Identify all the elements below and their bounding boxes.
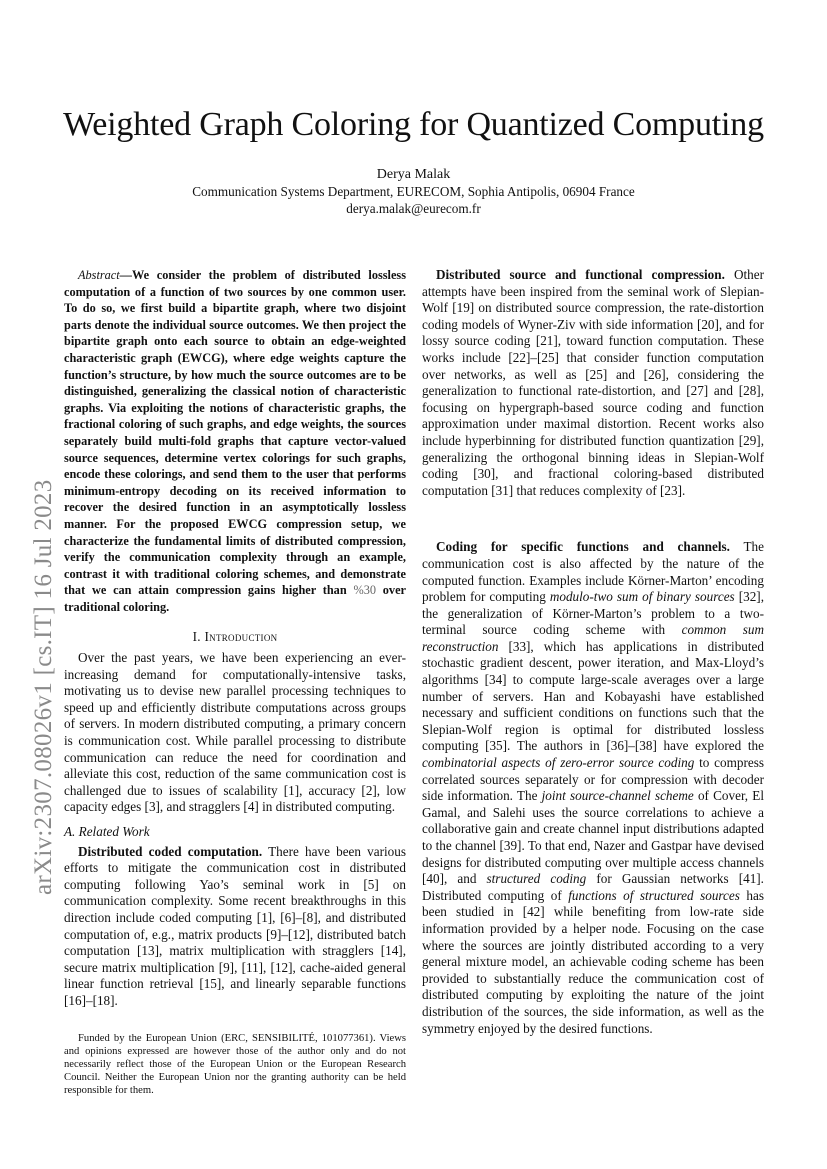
emphasis-text: joint source-channel scheme [541,788,694,804]
abstract [64,267,406,615]
paper-title: Weighted Graph Coloring for Quantized Computing [63,106,764,143]
emphasis-text: modulo-two sum of binary sources [549,589,735,605]
author-name: Derya Malak [376,167,451,182]
paragraph-gap [422,499,764,539]
author-affiliation: Communication Systems Department, EURECOM, Sophia Antipolis, 06904 France [192,184,635,199]
source-compression-paragraph [422,267,764,499]
text-run: —We consider the problem of distributed lossless computation of a function of two sources by one common user. To do so, we first build a bipartite graph, where two disjoint parts denote the individual source outcomes. We then project the bipartite graph onto each source to obtain an edge-weighted characteristic graph (EWCG), where edge weights capture the function’s structure, by how much the source outcomes are to be distinguished, generalizing the classical notion of characteristic graphs. Via exploiting the notions of characteristic graphs, the fractional coloring of such graphs, and edge weights, the sources separately build multi-fold graphs that capture vector-valued source sequences, determine vertex colorings for such graphs, encode these colorings, and send them to the user that performs minimum-entropy decoding on its received information to recover the desired function in an asymptotically lossless manner. For the proposed EWCG compression setup, we characterize the fundamental limits of distributed compression, verify the communication complexity through an example, contrast it with traditional coloring schemes, and demonstrate that we can attain compression gains higher than [64,268,406,598]
text-run: Over the past years, we have been experiencing an ever-increasing demand for computationally-intensive tasks, motivating us to devise new parallel processing techniques to speed up and efficiently distribute computations across groups of servers. In modern distributed computing, a primary concern is communication cost. While parallel processing to distribute communication can reduce the need for coordination and alleviate this cost, reduction of the same communication cost is challenged due to issues of scalability [1], accuracy [2], low capacity edges [3], and stragglers [4] in distributed computing. [64,650,406,815]
text-run: for Gaussian networks [41]. Distributed computing of [422,871,764,903]
text-run: of Cover, El Gamal, and Salehi uses the source correlations to achieve a collaborative gain and create channel input distributions adapted to the channel [39]. To that end, Nazer and Gastpar have devised designs for distributed computing over multiple access channels [40], and [422,788,765,887]
text-run: has been studied in [42] while benefiting from low-rate side information provided by a helper node. Focusing on the case where the sources are jointly distributed according to a very general mixture model, an achievable coding scheme has been provided to substantially reduce the communication cost of distributed computing by exploiting the nature of the joint distribution of the sources, the side information, as well as the symmetry enjoyed by the desired functions. [422,887,764,1036]
emphasis-text: common sum reconstruction [422,622,764,654]
author-email[interactable]: derya.malak@eurecom.fr [346,201,481,216]
text-run: over traditional coloring. [64,583,406,614]
section-heading-introduction: I. Introduction [192,629,278,645]
paragraph-run-in-heading: Distributed source and functional compression. [436,267,725,282]
emphasis-text: structured coding [486,871,587,887]
funding-footnote: Funded by the European Union (ERC, SENSIBILITÉ, 101077361). Views and opinions expressed are however those of the author only and do not necessarily reflect those of the European Union or the European Research Council. Neither the European Union nor the granting authority can be held responsible for them. [64,1032,406,1097]
text-run: [33], which has applications in distributed stochastic gradient descent, power iteration, and Max-Lloyd’s algorithms [34] to compute large-scale averages over a large number of servers. Han and Kobayashi have established necessary and sufficient conditions on functions such that the Slepian-Wolf region is optimal for distributed lossless computing [35]. The authors in [36]–[38] have explored the [422,638,764,754]
text-run: %30 [353,583,376,598]
emphasis-text: Abstract [78,268,120,282]
left-column [64,267,406,1098]
arxiv-stamp: arXiv:2307.08026v1 [cs.IT] 16 Jul 2023 [30,479,57,895]
paragraph-run-in-heading: Distributed coded computation. [78,843,263,859]
text-run: The communication cost is also affected by the nature of the computed function. Examples include Körner-Marton’ encoding problem for computing [422,539,765,605]
text-run: There have been various efforts to mitigate the communication cost in distributed computing following Yao’s seminal work in [5] on communication complexity. Some recent breakthroughs in this direction include coded computing [1], [6]–[8], and distributed computation of, e.g., matrix products [9]–[12], distributed batch computation [13], matrix multiplication with stragglers [14], secure matrix multiplication [9], [11], [12], cache-aided general linear function retrieval [15], and linearly separable functions [16]–[18]. [64,843,406,1008]
emphasis-text: combinatorial aspects of zero-error source coding [422,755,695,771]
intro-paragraph [64,650,406,816]
subsection-heading-related-work: A. Related Work [64,824,150,839]
specific-functions-paragraph [422,539,764,1037]
text-run: Other attempts have been inspired from the seminal work of Slepian-Wolf [19] on distributed source compression, the rate-distortion coding models of Wyner-Ziv with side information [20], and for lossy source coding [21], toward function computation. These works include [22]–[25] that consider function computation over networks, as well as [25] and [26], considering the generalization to functional rate-distortion, and [27] and [28], focusing on hypergraph-based source coding and function approximation under maximal distortion. Recent works also include hyperbinning for distributed function quantization [29], generalizing the orthogonal binning ideas in Slepian-Wolf coding [30], and fractional coloring-based distributed computation [31] that reduces complexity of [23]. [422,267,764,498]
text-run: [32], the generalization of Körner-Marton’s problem to a two-terminal source coding scheme with [422,589,764,638]
text-run: to compress correlated sources separately or for compression with decoder side information. The [422,755,764,804]
coded-computation-paragraph [64,844,406,1010]
emphasis-text: functions of structured sources [568,887,740,903]
right-column [422,267,764,1037]
paragraph-run-in-heading: Coding for specific functions and channels. [436,539,730,555]
